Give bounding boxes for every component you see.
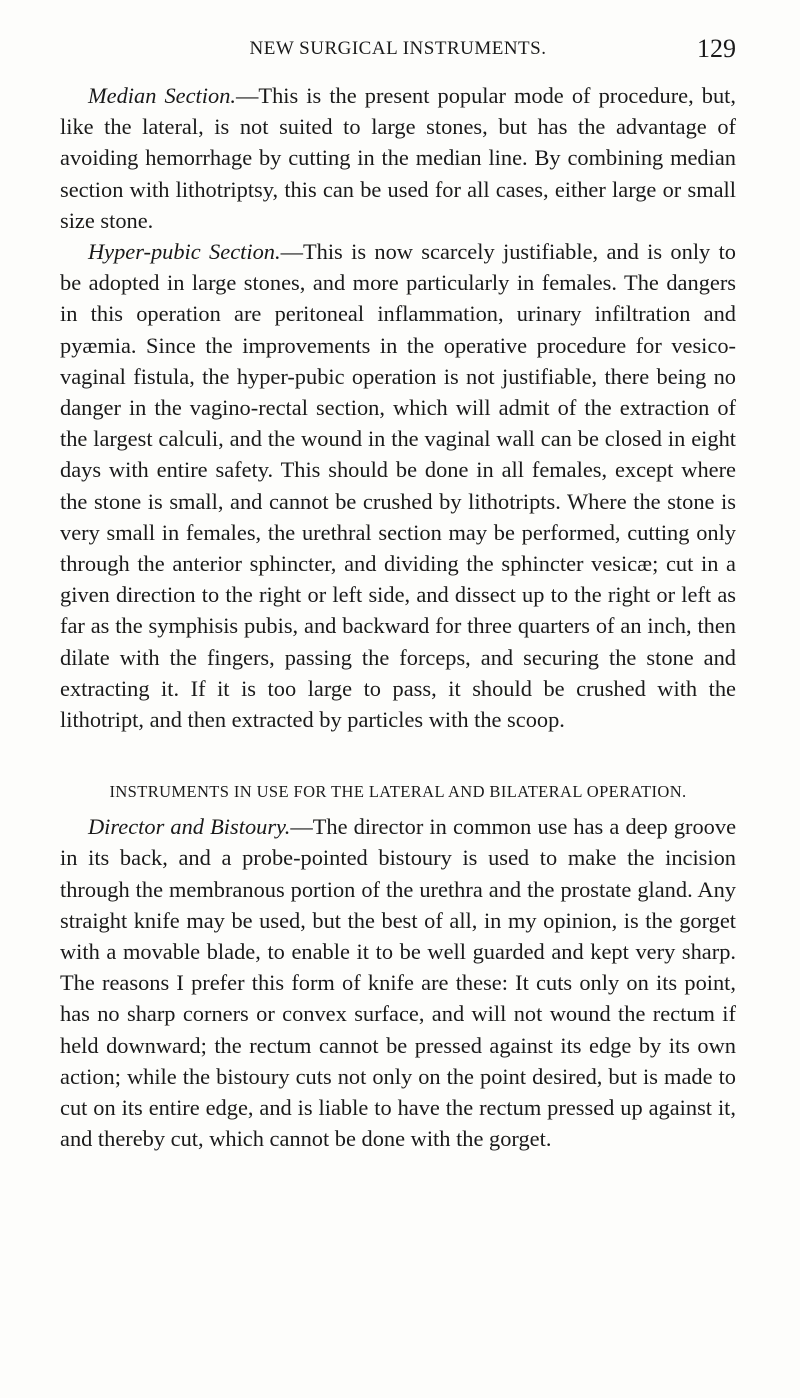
paragraph-heading-median: Median Section. [88, 83, 236, 108]
section-heading: INSTRUMENTS IN USE FOR THE LATERAL AND BILATERAL OPERATION. [109, 782, 687, 802]
paragraph-hyper-pubic-section [60, 236, 736, 735]
body-text [60, 80, 736, 1155]
paragraph-text-director: —The director in common use has a deep groove in its back, and a probe-pointed bistoury is used to make the incision through the membranous portion of the urethra and the prostate gland. Any straight knife may be used, but the best of all, in my opinion, is the gorget with a movable blade, to enable it to be well guarded and kept very sharp. The reasons I prefer this form of knife are these: It cuts only on its point, has no sharp corners or convex surface, and will not wound the rectum if held downward; the rectum cannot be pressed against its edge by its own action; while the bistoury cuts not only on the point desired, but is made to cut on its entire edge, and is liable to have the rectum pressed up against it, and thereby cut, which cannot be done with the gorget. [60, 814, 737, 1152]
paragraph-heading-hyper-pubic: Hyper-pubic Section. [88, 239, 281, 265]
paragraph-text-median: —This is the present popular mode of procedure, but, like the lateral, is not suited to large stones, but has the advantage of avoiding hemorrhage by cutting in the median line. By combining median section with lithotriptsy, this can be used for all cases, either large or small size stone. [60, 83, 736, 233]
paragraph-text-hyper-pubic: —This is now scarcely justifiable, and is only to be adopted in large stones, and more particularly in females. The dangers in this operation are peritoneal inflammation, urinary infiltration and pyæmia. Since the improvements in the operative procedure for vesico-vaginal fistula, the hyper-pubic operation is not justifiable, there being no danger in the vagino-rectal section, which will admit of the extraction of the largest calculi, and the wound in the vaginal wall can be closed in eight days with entire safety. This should be done in all females, except where the stone is small, and cannot be crushed by lithotripts. Where the stone is very small in females, the urethral section may be performed, cutting only through the anterior sphincter, and dividing the sphincter vesicæ; cut in a given direction to the right or left side, and dissect up to the right or left as far as the symphisis pubis, and backward for three quarters of an inch, then dilate with the fingers, passing the forceps, and securing the stone and extracting it. If it is too large to pass, it should be crushed with the lithotript, and then extracted by particles with the scoop. [60, 239, 736, 733]
paragraph-director-bistoury [60, 811, 736, 1154]
page-number: 129 [697, 34, 736, 63]
paragraph-heading-director: Director and Bistoury. [88, 814, 291, 840]
running-title: NEW SURGICAL INSTRUMENTS. [249, 38, 547, 59]
paragraph-median-section [60, 80, 736, 236]
running-head [60, 34, 736, 64]
